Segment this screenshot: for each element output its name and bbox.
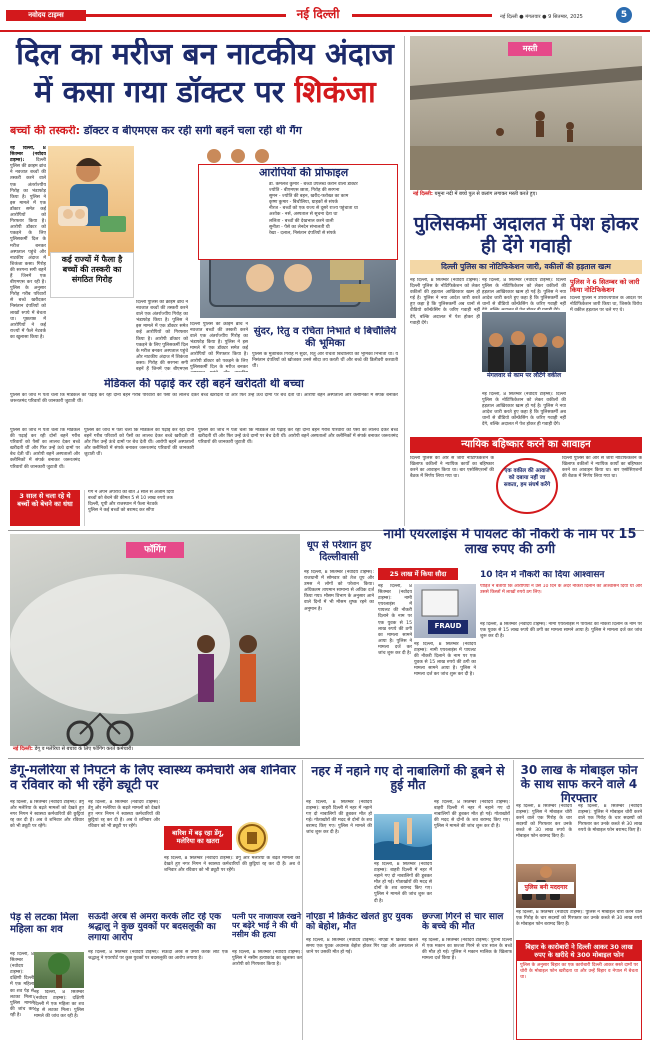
lawyers-crowd-icon [482, 312, 566, 372]
justice-body-cont: दिल्ली पुलिस की ओर से जारी नोटिफिकेशन के खिलाफ वकीलों ने न्यायिक कार्यों का बहिष्कार करने का आवाहन किया था। बार एसोसिएशनों की बैठक में निर्णय लिया गया था। [562, 456, 642, 480]
fraud-photo [414, 584, 476, 638]
lead-subhead-rest: डॉक्टर व बीएमएस कर रही सगी बहनें चला रही थी गैंग [83, 125, 302, 137]
saudi-headline: सऊदी अरब से अमरा करके लौट रहे एक श्रद्धालु ने कुछ युवकों पर बदसलूकी का लगाया आरोप [88, 912, 222, 943]
tree-icon [34, 952, 84, 988]
lead-subhead [10, 125, 400, 138]
job-red-label-text: 25 लाख में किया सौदा [389, 570, 447, 578]
dengue-body-cont2: नई दिल्ली, 8 सितम्बर (नवोदय टाइम्स): डेंगू और मलेरिया के बढ़ते मामलों को देखते हुए नगर निगम ने स्वास्थ्य कर्मचारियों की छुट्टियां रद्द कर दी हैं। अब वे शनिवार और रविवार को भी ड्यूटी पर रहेंगे। [164, 856, 300, 874]
masti-caption-red: नई दिल्ली: [413, 191, 435, 197]
heat-body: नई दिल्ली, 8 सितम्बर (नवोदय टाइम्स): राजधानी में सोमवार को तेज धूप और उमस ने लोगों को परेशान किया। अधिकतम तापमान सामान्य से अधिक दर्ज किया गया। मौसम विभाग के अनुसार आने वाले दिनों में भी मौसम शुष्क रहने का अनुमान है। [304, 570, 374, 612]
drown-body-cont2: नई दिल्ली, 8 सितम्बर (नवोदय टाइम्स): बाहरी दिल्ली में नहर में नहाने गए दो नाबालिगों की डूबकर मौत हो गई। गोताखोरों की मदद से दोनों के शव बरामद किए गए। पुलिस ने मामले की जांच शुरू कर दी है। [434, 800, 510, 830]
lawyers-overlay-text: मंगलवार से काम पर लौटेंगे वकील [486, 372, 562, 379]
bullet-box [84, 490, 194, 526]
police-body-col3 [482, 392, 566, 434]
mcd-emblem-icon [236, 822, 268, 854]
lead-body-col2 [136, 300, 188, 372]
red-box-3yrs [10, 490, 80, 526]
masthead-left-band [86, 14, 286, 17]
lead-dateline: नई दिल्ली, 8 सितम्बर (नवोदय टाइम्स): [10, 146, 46, 164]
masthead-rule [0, 30, 650, 32]
mobile-body-col2 [578, 804, 642, 908]
lead-bottom-body: पुलिस को जांच में पता चला कि मेडिकल की पढ़ाई कर रही दोनों बहनें गरीब परिवारों को पैसों का लालच देकर बच्चे खरीदती थीं और फिर उन्हें ऊंचे दामों पर बेच देती थीं। आरोपी बहनें अस्पतालों और क्लीनिकों में संपर्क बनाकर जरूरतमंद परिवारों की जानकारी जुटाती थीं। [10, 393, 398, 405]
small-head-body: पुलिस के मुताबिक गिरोह में सुंदर, रितु और रचिता बिचौलियों की भूमिका निभाती थीं। ये निसंतान दंपतियों को खोजकर उनसे सौदा तय करती थीं और बच्चे की डिलीवरी करवाती थीं। [252, 352, 398, 370]
dengue-headline: डेंगू-मलेरिया से निपटने के लिए स्वास्थ्य कर्मचारी अब शनिवार व रविवार को भी रहेंगे ड्यूटी पर [10, 764, 296, 793]
accused-item-1: डॉ. कमलेश कुमार - बच्चा उपलब्ध कराने वाला डॉक्टर [269, 182, 358, 187]
accused-item-6: अशोक - नर्स, अस्पताल से सूचना देता था [269, 212, 338, 218]
bullet-item-1: गैंग ने अपने अपराध को बीते 3 साल से अंजाम दिया [88, 490, 174, 495]
dengue-body: नई दिल्ली, 8 सितम्बर (नवोदय टाइम्स): डेंगू और मलेरिया के बढ़ते मामलों को देखते हुए नगर निगम ने स्वास्थ्य कर्मचारियों की छुट्टियां रद्द कर दी हैं। अब वे शनिवार और रविवार को भी ड्यूटी पर रहेंगे। [10, 800, 84, 830]
mobile-red-box-title: बिहार के कारोबारी ने दिल्ली आकर 30 लाख रुपए के खरीदे थे 300 मोबाइल फोन [517, 941, 641, 961]
drown-headline: नहर में नहाने गए दो नाबालिगों की डूबने से हुई मौत [311, 764, 505, 793]
masti-caption-text: यमुना नदी में बच्चे पुल से छलांग लगाकर मस्ती करते हुए। [434, 191, 538, 197]
fraud-photo-label: FRAUD [434, 622, 462, 630]
bullet-item-3: दिल्ली, यूपी और राजस्थान में फैला नेटवर्क [88, 502, 158, 508]
lower-rule [8, 758, 644, 759]
police-body-col2 [482, 278, 566, 310]
lead-body-cont4: पुलिस को जांच में पता चला कि मेडिकल की पढ़ाई कर रही दोनों बहनें गरीब परिवारों को पैसों का लालच देकर बच्चे खरीदती थीं और फिर उन्हें ऊंचे दामों पर बेच देती थीं। आरोपी बहनें अस्पतालों और क्लीनिकों में संपर्क बनाकर जरूरतमंद परिवारों की जानकारी जुटाती थीं। [84, 428, 194, 458]
justice-body-right [562, 456, 642, 526]
accused-item-5: नीरज - बच्चों को एक राज्य से दूसरे राज्य पहुंचाता था [269, 206, 358, 212]
paper-name: नवोदय टाइम्स [28, 11, 64, 19]
saudi-body: नई दिल्ली, 8 सितम्बर (नवोदय टाइम्स): सऊदी अरब से उमरा करके लौटे एक श्रद्धालु ने एयरपोर्ट पर कुछ युवकों पर बदसलूकी का आरोप लगाया है। [88, 950, 228, 962]
lead-illustration [48, 146, 134, 256]
masti-label: मस्ती [522, 44, 538, 53]
lead-lower-right [198, 428, 398, 526]
police-body-cont2: नई दिल्ली, 8 सितम्बर (नवोदय टाइम्स): दिल्ली पुलिस के नोटिफिकेशन को लेकर वकीलों की हड़ताल आखिरकार खत्म हो गई है। पुलिस ने नया आदेश जारी करते हुए कहा है कि पुलिसकर्मी अब थानों से वीडियो कॉन्फ्रेंसिंग के जरिए गवाही नहीं देंगे, बल्कि अदालत में पेश होकर ही गवाही देंगे। [482, 392, 566, 428]
justice-quote-badge [496, 458, 558, 514]
accused-list [269, 182, 395, 258]
police-side-body: दिल्ली पुलिस ने उपराज्यपाल के आदेश पर नोटिफिकेशन जारी किया था, जिसके विरोध में वकील हड़ताल पर चले गए थे। [570, 296, 642, 314]
lower-col-rule-2 [513, 760, 514, 1040]
police-subhead [410, 260, 642, 274]
fogging-caption-text: डेंगू व मलेरिया से बचाव के लिए फॉगिंग करते कर्मचारी। [34, 746, 134, 752]
job-side-head: 10 दिन में नौकरी का दिया आश्वासन [480, 570, 605, 580]
wife-headline: पत्नी पर नाजायज रखने पर बढ़ेरे भाई ने की थी नसीम की हत्या [232, 912, 302, 940]
dengue-red-box-text: बारिश में बढ़ रहा डेंगू, मलेरिया का खतरा [172, 829, 224, 845]
lead-body: दिल्ली पुलिस की क्राइम ब्रांच ने नवजात बच्चों की तस्करी करने वाले एक अंतर्राज्यीय गिरोह का भंडाफोड़ किया है। पुलिस ने इस मामले में एक डॉक्टर समेत कई आरोपियों को गिरफ्तार किया है। आरोपी डॉक्टर को पकड़ने के लिए पुलिसकर्मी दिल के मरीज बनकर अस्पताल पहुंचे और नाटकीय अंदाज में शिकंजा कसा। गिरोह की सरगना सगी बहनें हैं जिनमें एक बीएमएस कर रही है। पुलिस के अनुसार गिरोह गरीब परिवारों से बच्चे खरीदकर निसंतान दंपतियों को लाखों रुपये में बेचता था। पूछताछ में आरोपियों ने कई राज्यों में फैले नेटवर्क का खुलासा किया है। [10, 158, 46, 340]
drown-body: नई दिल्ली, 8 सितम्बर (नवोदय टाइम्स): बाहरी दिल्ली में नहर में नहाने गए दो नाबालिगों की डूबकर मौत हो गई। गोताखोरों की मदद से दोनों के शव बरामद किए गए। पुलिस ने मामले की जांच शुरू कर दी है। [306, 800, 372, 836]
lead-subhead-red: बच्चों की तस्करी: [10, 125, 84, 137]
justice-body-left [410, 456, 494, 526]
dengue-body-col2 [88, 800, 160, 910]
justice-quote: एक वकील की आवाज को दबाया नहीं जा सकता, हम संघर्ष करेंगे [503, 468, 551, 488]
red-box-3yrs-text: 3 साल से चला रहे थे बच्चों को बेचने का धंधा [17, 492, 73, 508]
dengue-body-col3 [164, 856, 300, 910]
job-body-cont: नई दिल्ली, 8 सितम्बर (नवोदय टाइम्स): नामी एयरलाइंस में पायलट की नौकरी दिलाने के नाम पर एक युवक से 15 लाख रुपये की ठगी का मामला सामने आया है। पुलिस ने मामला दर्ज कर जांच शुरू कर दी है। [414, 642, 476, 678]
wife-body: नई दिल्ली, 8 सितम्बर (नवोदय टाइम्स): पुलिस ने नसीम हत्याकांड का खुलासा कर आरोपी को गिरफ्तार किया है। [232, 950, 302, 968]
tree-body: नई दिल्ली, 8 सितम्बर (नवोदय टाइम्स): दक्षिणी दिल्ली में एक महिला का शव पेड़ से लटका मिला। पुलिस मामले की जांच कर रही है। [10, 952, 34, 1018]
job-body-cont2: नई दिल्ली, 8 सितम्बर (नवोदय टाइम्स): नामी एयरलाइंस में पायलट की नौकरी दिलाने के नाम पर एक युवक से 15 लाख रुपये की ठगी का मामला सामने आया है। पुलिस ने मामला दर्ज कर जांच शुरू कर दी है। [480, 622, 642, 640]
mobile-headline: 30 लाख के मोबाइल फोन के साथ साफ करने वाले 4 गिरफ्तार [520, 764, 638, 805]
dengue-body-col1 [10, 800, 84, 910]
lead-body-col1 [10, 146, 46, 346]
masthead-date: नई दिल्ली ● मंगलवार ● 9 सितम्बर, 2025 [500, 14, 583, 20]
drown-body-col3 [434, 800, 510, 910]
lead-body-cont3: पुलिस को जांच में पता चला कि मेडिकल की पढ़ाई कर रही दोनों बहनें गरीब परिवारों को पैसों का लालच देकर बच्चे खरीदती थीं और फिर उन्हें ऊंचे दामों पर बेच देती थीं। आरोपी बहनें अस्पतालों और क्लीनिकों में संपर्क बनाकर जरूरतमंद परिवारों की जानकारी जुटाती थीं। [10, 428, 80, 470]
lead-body-cont5: पुलिस को जांच में पता चला कि मेडिकल की पढ़ाई कर रही दोनों बहनें गरीब परिवारों को पैसों का लालच देकर बच्चे खरीदती थीं और फिर उन्हें ऊंचे दामों पर बेच देती थीं। आरोपी बहनें अस्पतालों और क्लीनिकों में संपर्क बनाकर जरूरतमंद परिवारों की जानकारी जुटाती थीं। [198, 428, 398, 446]
drown-body-col2 [374, 862, 432, 910]
masthead-brand [6, 10, 86, 21]
lead-headline-highlight: शिकंजा [294, 76, 376, 110]
lead-photo-overlay-text: कई राज्यों में फैला है बच्चों की तस्करी का संगठित गिरोह [61, 255, 123, 284]
lead-headline-line2 [10, 76, 400, 111]
mobile-red-box [516, 940, 642, 1040]
accused-item-7: ललिता - बच्चों की देखभाल करने वाली [269, 218, 334, 224]
dengue-red-box [164, 826, 232, 850]
mobile-photo-overlay [518, 882, 574, 894]
mobile-body-cont: नई दिल्ली, 8 सितम्बर (नवोदय टाइम्स): पुलिस ने मोबाइल चोरी करने वाले एक गिरोह के चार सदस्यों को गिरफ्तार कर उनके कब्जे से 30 लाख रुपये के मोबाइल फोन बरामद किए हैं। [578, 804, 642, 834]
police-headline: पुलिसकर्मी अदालत में पेश होकर ही देंगे गवाही [413, 214, 639, 257]
job-side-red: पीड़ित ने बताया कि आरोपियों ने उसे 10 दिन के अंदर नौकरी दिलाने का आश्वासन दिया था और उससे किस्तों में लाखों रुपये ठग लिए। [480, 584, 642, 596]
dengue-body-cont: नई दिल्ली, 8 सितम्बर (नवोदय टाइम्स): डेंगू और मलेरिया के बढ़ते मामलों को देखते हुए नगर निगम ने स्वास्थ्य कर्मचारियों की छुट्टियां रद्द कर दी हैं। अब वे शनिवार और रविवार को भी ड्यूटी पर रहेंगे। [88, 800, 160, 830]
mobile-body-col1 [516, 804, 572, 862]
job-body: नई दिल्ली, 8 सितम्बर (नवोदय टाइम्स): नामी एयरलाइंस में पायलट की नौकरी दिलाने के नाम पर एक युवक से 15 लाख रुपये की ठगी का मामला सामने आया है। पुलिस ने मामला दर्ज कर जांच शुरू कर दी है। [378, 584, 412, 657]
lead-body-cont2: दिल्ली पुलिस की क्राइम ब्रांच ने नवजात बच्चों की तस्करी करने वाले एक अंतर्राज्यीय गिरोह का भंडाफोड़ किया है। पुलिस ने इस मामले में एक डॉक्टर समेत कई आरोपियों को गिरफ्तार किया है। आरोपी डॉक्टर को पकड़ने के लिए पुलिसकर्मी दिल के मरीज बनकर [190, 322, 248, 370]
lead-bottom-head: मेडिकल की पढ़ाई कर रही बहनें खरीदती थी बच्चा [104, 378, 304, 390]
job-red-label [378, 568, 458, 580]
fogging-scene-icon [10, 534, 300, 746]
masti-photo [410, 36, 642, 190]
drown-illustration [374, 814, 432, 860]
masti-label-box [508, 42, 552, 56]
fogging-label: फॉगिंग [144, 545, 166, 555]
accused-item-2: ज्योति - बीएमएस छात्रा, गिरोह की सरगना [269, 188, 340, 194]
lead-body-cont: दिल्ली पुलिस की क्राइम ब्रांच ने नवजात बच्चों की तस्करी करने वाले एक अंतर्राज्यीय गिरोह का भंडाफोड़ किया है। पुलिस ने इस मामले में एक डॉक्टर समेत कई आरोपियों को गिरफ्तार किया है। आरोपी डॉक्टर को पकड़ने के लिए पुलिसकर्मी दिल के मरीज बनकर अस्पताल पहुंचे और नाटकीय अंदाज में शिकंजा कसा। गिरोह की सरगना सगी बहनें हैं जिनमें एक बीएमएस [136, 300, 188, 372]
drown-body-col1 [306, 800, 372, 910]
trafficker-figure-icon [48, 146, 134, 256]
lead-lower-mid [84, 428, 194, 488]
lead-body-col3 [190, 322, 248, 372]
mobile-overlay-text: पुलिस बनी मददगार [524, 884, 568, 891]
mobile-body-cont2: नई दिल्ली, 8 सितम्बर (नवोदय टाइम्स): पुलिस ने मोबाइल चोरी करने वाले एक गिरोह के चार सदस्यों को गिरफ्तार कर उनके कब्जे से 30 लाख रुपये के मोबाइल फोन बरामद किए हैं। [516, 910, 642, 928]
tree-headline: पेड़ से लटका मिला महिला का शव [10, 912, 79, 935]
masthead-right-band [352, 14, 492, 17]
mobile-body-col3 [516, 910, 642, 938]
accused-item-3: सुमन - ज्योति की बहन, खरीद-फरोख्त का काम [269, 194, 349, 200]
police-body: नई दिल्ली, 8 सितम्बर (नवोदय टाइम्स): दिल्ली पुलिस के नोटिफिकेशन को लेकर वकीलों की हड़ताल आखिरकार खत्म हो गई है। पुलिस ने नया आदेश जारी करते हुए कहा है कि पुलिसकर्मी अब थानों से वीडियो कॉन्फ्रेंसिंग के जरिए गवाही नहीं देंगे, बल्कि अदालत में पेश होकर ही गवाही देंगे। [410, 278, 480, 326]
heat-headline: धूप से परेशान हुए दिल्लीवासी [306, 540, 372, 563]
lead-headline-line1: दिल का मरीज बन नाटकीय अंदाज [16, 38, 394, 72]
fogging-caption [10, 746, 300, 753]
tree-body-cont: नई दिल्ली, 8 सितम्बर (नवोदय टाइम्स): दक्षिणी दिल्ली में एक महिला का शव पेड़ से लटका मिला। पुलिस मामले की जांच कर रही है। [34, 990, 84, 1020]
lead-lower-left [10, 428, 80, 488]
lawyers-photo-overlay [482, 372, 566, 390]
lead-photo-overlay [50, 252, 134, 298]
fogging-caption-red: नई दिल्ली: [13, 746, 35, 752]
center-column-rule [404, 36, 405, 526]
justice-body: दिल्ली पुलिस की ओर से जारी नोटिफिकेशन के खिलाफ वकीलों ने न्यायिक कार्यों का बहिष्कार करने का आवाहन किया था। बार एसोसिएशनों की बैठक में निर्णय लिया गया था। [410, 456, 494, 480]
roof-body: नई दिल्ली, 8 सितम्बर (नवोदय टाइम्स): पुरानी दिल्ली में एक मकान का छज्जा गिरने से चार साल के बच्चे की मौत हो गई। पुलिस ने मकान मालिक के खिलाफ मामला दर्ज किया है। [422, 938, 512, 962]
mobile-body: नई दिल्ली, 8 सितम्बर (नवोदय टाइम्स): पुलिस ने मोबाइल चोरी करने वाले एक गिरोह के चार सदस्यों को गिरफ्तार कर उनके कब्जे से 30 लाख रुपये के मोबाइल फोन बरामद किए हैं। [516, 804, 572, 840]
cricket-headline: नोएडा में क्रिकेट खेलते हुए युवक को बेहोश, मौत [306, 912, 413, 933]
police-subhead-text: दिल्ली पुलिस का नोटिफिकेशन जारी, वकीलों की हड़ताल खत्म [441, 262, 611, 271]
cricket-body: नई दिल्ली, 8 सितम्बर (नवोदय टाइम्स): नोएडा में क्रिकेट खेलते समय एक युवक अचानक बेहोश होकर गिर पड़ा और अस्पताल ले जाने पर उसकी मौत हो गई। [306, 938, 418, 956]
lower-col-rule-1 [302, 760, 303, 1040]
police-side-red: पुलिस ने 6 सितम्बर को जारी किया नोटिफिकेशन [570, 278, 640, 294]
accused-box-title: आरोपियों की प्रोफाइल [259, 167, 349, 179]
drown-body-cont: नई दिल्ली, 8 सितम्बर (नवोदय टाइम्स): बाहरी दिल्ली में नहर में नहाने गए दो नाबालिगों की डूबकर मौत हो गई। गोताखोरों की मदद से दोनों के शव बरामद किए गए। पुलिस ने मामले की जांच शुरू कर दी है। [374, 862, 432, 904]
mobile-red-box-body: पुलिस के अनुसार बिहार का एक कारोबारी दिल्ली आकर सस्ते दामों पर चोरी के मोबाइल फोन खरीदता था और उन्हें बिहार व नेपाल में बेचता था। [520, 963, 638, 981]
roof-headline: छज्जा गिरने से चार साल के बच्चे की मौत [422, 912, 504, 933]
job-headline: नामी एयरलाइंस में पायलट की नौकरी के नाम पर 15 लाख रुपए की ठगी [383, 528, 637, 557]
tree-photo [34, 952, 84, 988]
page-number-badge [616, 7, 632, 23]
accused-item-9: रेखा - दलाल, निसंतान दंपतियों से संपर्क [269, 230, 336, 236]
lawyers-photo [482, 312, 566, 372]
page-number: 5 [620, 10, 628, 20]
fogging-label-box [126, 542, 184, 558]
job-side-body [480, 622, 642, 754]
mcd-logo [236, 822, 268, 854]
masthead [0, 0, 650, 30]
justice-box-header [410, 437, 642, 453]
lead-headline-line2-text: में कसा गया डॉक्टर पर [34, 76, 295, 110]
job-body-col1 [378, 584, 412, 754]
accused-item-8: सुनीता - पैसे का लेनदेन संभालती थी [269, 224, 330, 230]
small-headline: सुंदर, रितु व रचिता निभाते थे बिचौलिये की भूमिका [253, 326, 397, 349]
river-jump-icon [410, 36, 642, 190]
bullet-item-4: पुलिस ने कई बच्चों को बरामद कर सौंपा [88, 508, 155, 514]
justice-box-title: न्यायिक बहिष्कार करने का आवाहन [461, 439, 591, 450]
masthead-city: नई दिल्ली [296, 7, 340, 21]
bullet-item-2: बच्चों को बेचने की कीमत 5 से 10 लाख रुपये तक [88, 496, 173, 502]
police-body-col1 [410, 278, 480, 434]
masti-caption [410, 191, 642, 198]
police-body-cont: नई दिल्ली, 8 सितम्बर (नवोदय टाइम्स): दिल्ली पुलिस के नोटिफिकेशन को लेकर वकीलों की हड़ताल आखिरकार खत्म हो गई है। पुलिस ने नया आदेश जारी करते हुए कहा है कि पुलिसकर्मी अब थानों से वीडियो कॉन्फ्रेंसिंग के जरिए गवाही नहीं [482, 278, 566, 308]
fogging-photo [10, 534, 300, 746]
drowning-hands-icon [374, 814, 432, 860]
accused-box [198, 164, 398, 260]
accused-item-4: कृष्ण कुमार - बिचौलिया, ग्राहकों से संपर्क [269, 200, 338, 206]
job-body-col2 [414, 642, 476, 754]
